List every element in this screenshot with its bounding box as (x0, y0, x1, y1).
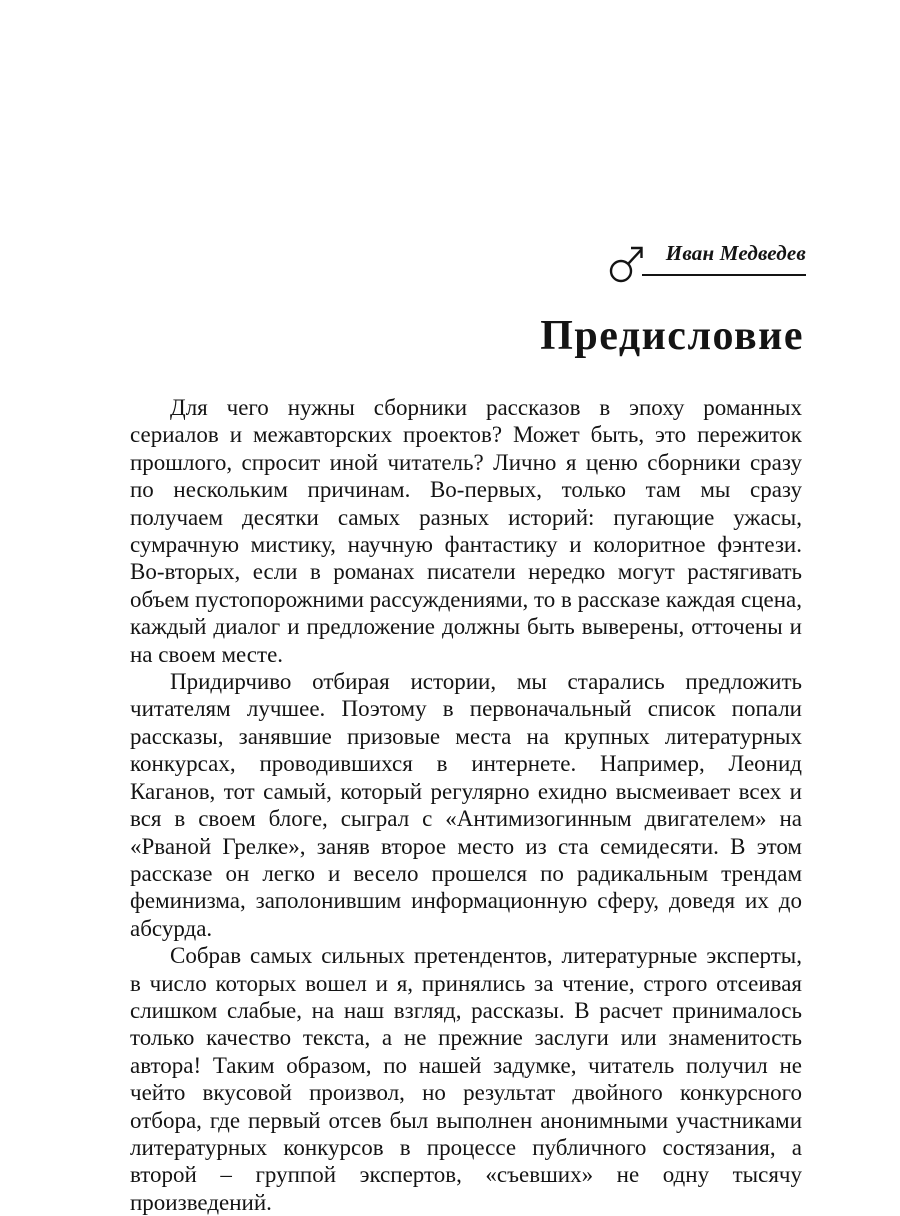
author-underline (642, 274, 806, 276)
page-title: Предисловие (540, 313, 804, 359)
body-text (130, 394, 802, 1216)
author-name: Иван Медведев (665, 241, 806, 265)
paragraph-1: Для чего нужны сборники рассказов в эпоху романных сериалов и межавторских проектов? Может быть, это пережиток прошлого, спросит иной читатель? Лично я ценю сборники сразу по нескольким причинам. Во-первых, только там мы сразу получаем десятки самых разных историй: пугающие ужасы, сумрачную мистику, научную фантастику и колоритное фэнтези. Во-вторых, если в романах писатели нередко могут растягивать объем пустопорожними рассуждениями, то в рассказе каждая сцена, каждый диалог и предложение должны быть выверены, отточены и на своем месте. (130, 395, 803, 667)
male-symbol-icon (608, 242, 646, 284)
paragraph-2: Придирчиво отбирая истории, мы старались предложить читателям лучшее. Поэтому в первоначальный список попали рассказы, занявшие призовые места на крупных литературных конкурсах, проводившихся в интернете. Например, Леонид Каганов, тот самый, который регулярно ехидно высмеивает всех и вся в своем блоге, сыграл с «Антимизогинным двигателем» на «Рваной Грелке», заняв второе место из ста семидесяти. В этом рассказе он легко и весело прошелся по радикальным трендам феминизма, заполонившим информационную сферу, доведя их до абсурда. (130, 669, 802, 941)
author-header (600, 236, 806, 284)
paragraph-3: Собрав самых сильных претендентов, литературные эксперты, в число которых вошел и я, принялись за чтение, строго отсеивая слишком слабые, на наш взгляд, рассказы. В расчет принималось только качество текста, а не прежние заслуги или знаменитость автора! Таким образом, по нашей задумке, читатель получил не чейто вкусовой произвол, но результат двойного конкурсного отбора, где первый отсев был выполнен анонимными участниками литературных конкурсов в процессе публичного состязания, а второй – группой экспертов, «съевших» не одну тысячу произведений. (130, 943, 802, 1215)
